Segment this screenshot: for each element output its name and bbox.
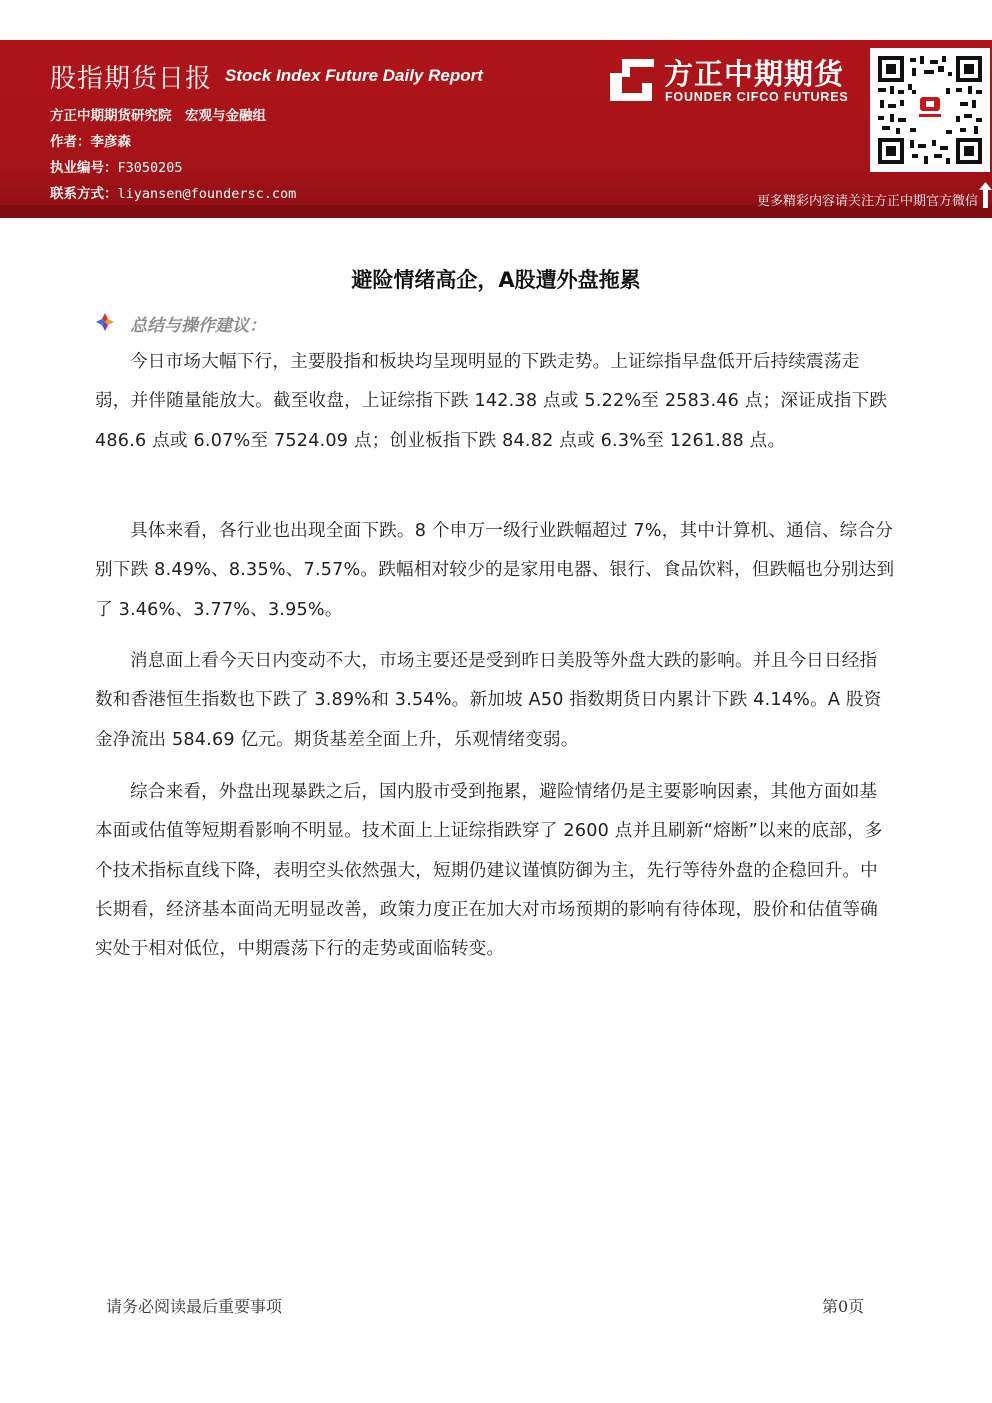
wechat-qr-code — [870, 48, 990, 172]
contact-line — [50, 182, 296, 202]
founder-logo-icon — [608, 57, 656, 103]
wechat-follow-note: 更多精彩内容请关注方正中期官方微信 — [756, 194, 978, 209]
license-number: F3050205 — [117, 160, 183, 176]
bullet-diamond-icon — [96, 313, 114, 331]
contact-label: 联系方式： — [50, 186, 118, 202]
logo-text-cn: 方正中期期货 — [664, 57, 845, 91]
qr-code-icon — [876, 54, 984, 166]
paragraph-1: 今日市场大幅下行，主要股指和板块均呈现明显的下跌走势。上证综指早盘低开后持续震荡走弱，并伴随量能放大。截至收盘，上证综指下跌 142.38 点或 5.22%至 2583.46 点；深证成指下跌 486.6 点或 6.07%至 7524.09 点；创业板指下跌 84.82 点或 6.3%至 1261.88 点。 — [95, 352, 888, 451]
contact-email[interactable]: liyansen@foundersc.com — [117, 186, 297, 202]
author-name: 李彦森 — [90, 134, 131, 150]
arrow-up-icon — [979, 182, 992, 208]
section-heading-text: 总结与操作建议： — [130, 316, 266, 336]
article-title: 避险情绪高企，A股遭外盘拖累 — [351, 268, 641, 292]
author-label: 作者： — [50, 134, 91, 150]
report-title-en: Stock Index Future Daily Report — [225, 66, 483, 85]
paragraph-2: 具体来看，各行业也出现全面下跌。8 个申万一级行业跌幅超过 7%，其中计算机、通信、综合分别下跌 8.49%、8.35%、7.57%。跌幅相对较少的是家用电器、银行、食品饮料，但跌幅也分别达到了 3.46%、3.77%、3.95%。 — [95, 521, 895, 620]
page-number: 第0页 — [822, 1297, 865, 1316]
paragraph-3: 消息面上看今天日内变动不大，市场主要还是受到昨日美股等外盘大跌的影响。并且今日日经指数和香港恒生指数也下跌了 3.89%和 3.54%。新加坡 A50 指数期货日内累计下跌 4.14%。A 股资金净流出 584.69 亿元。期货基差全面上升，乐观情绪变弱。 — [95, 651, 882, 750]
logo-text-en: FOUNDER CIFCO FUTURES — [665, 90, 849, 104]
paragraph-4: 综合来看，外盘出现暴跌之后，国内股市受到拖累，避险情绪仍是主要影响因素，其他方面如基本面或估值等短期看影响不明显。技术面上上证综指跌穿了 2600 点并且刷新“熔断”以来的底部，多个技术指标直线下降，表明空头依然强大，短期仍建议谨慎防御为主，先行等待外盘的企稳回升。中长期看，经济基本面尚无明显改善，政策力度正在加大对市场预期的影响有待体现，股价和估值等确实处于相对低位，中期震荡下行的走势或面临转变。 — [95, 782, 883, 960]
license-line — [50, 156, 183, 176]
report-title-cn: 股指期货日报 — [50, 64, 213, 94]
author-line — [50, 130, 131, 150]
license-label: 执业编号： — [50, 160, 118, 176]
footer-notice: 请务必阅读最后重要事项 — [106, 1297, 283, 1316]
institute-line: 方正中期期货研究院 宏观与金融组 — [50, 108, 266, 124]
